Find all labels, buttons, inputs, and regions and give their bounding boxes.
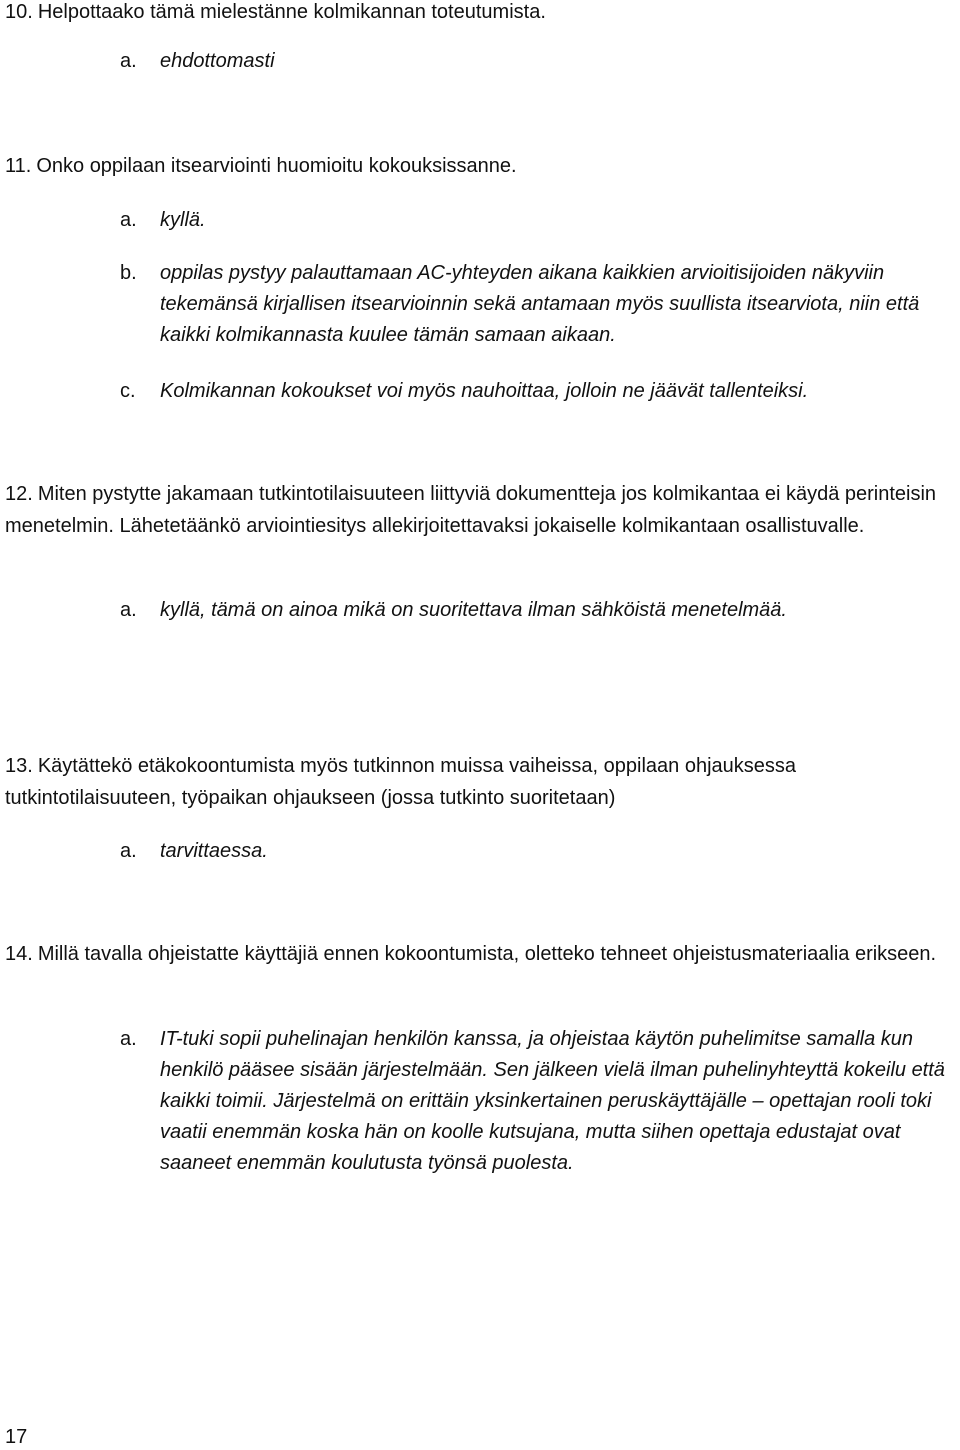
answer-13a	[120, 836, 960, 867]
question-number: 13.	[5, 755, 33, 777]
answer-text: tarvittaessa.	[160, 840, 268, 862]
question-number: 11.	[5, 155, 32, 177]
question-13	[5, 750, 955, 814]
question-number: 10.	[5, 1, 33, 23]
answer-letter: a.	[120, 209, 137, 231]
question-text: Helpottaako tämä mielestänne kolmikannan toteutumista.	[37, 1, 546, 23]
question-text: Miten pystytte jakamaan tutkintotilaisuuteen liittyviä dokumentteja jos kolmikantaa ei käydä perinteisin menetelmin. Lähetetäänkö arviointiesitys allekirjoitettavaksi jokaiselle kolmikantaan osallistuvalle.	[5, 483, 937, 537]
answer-letter: a.	[120, 1028, 137, 1050]
question-number: 14.	[5, 943, 33, 965]
answer-text: oppilas pystyy palauttamaan AC-yhteyden aikana kaikkien arvioitisijoiden näkyviin tekemänsä kirjallisen itsearvioinnin sekä antamaan myös suullista itsearviota, niin että kaikki kolmikannasta kuulee tämän samaan aikaan.	[160, 262, 920, 346]
question-number: 12.	[5, 483, 33, 505]
answer-10a	[120, 46, 960, 77]
answer-text: Kolmikannan kokoukset voi myös nauhoittaa, jolloin ne jäävät tallenteiksi.	[160, 380, 809, 402]
answer-11b	[120, 258, 960, 351]
question-text: Onko oppilaan itsearviointi huomioitu kokouksissanne.	[36, 155, 517, 177]
answer-letter: b.	[120, 262, 137, 284]
answer-text: ehdottomasti	[160, 50, 275, 72]
page-number: 17	[5, 1426, 28, 1448]
answer-letter: a.	[120, 599, 137, 621]
question-14	[5, 938, 955, 970]
answer-text: IT-tuki sopii puhelinajan henkilön kanssa, ja ohjeistaa käytön puhelimitse samalla kun henkilö pääsee sisään järjestelmään. Sen jälkeen vielä ilman puhelinyhteyttä kokeilu että kaikki toimii. Järjestelmä on erittäin yksinkertainen peruskäyttäjälle – opettajan rooli toki vaatii enemmän koska hän on koolle kutsujana, mutta siihen opettaja edustajat ovat saaneet enemmän koulutusta työnsä puolesta.	[160, 1028, 945, 1174]
answer-letter: c.	[120, 380, 136, 402]
question-text: Millä tavalla ohjeistatte käyttäjiä ennen kokoontumista, oletteko tehneet ohjeistusmateriaalia erikseen.	[37, 943, 937, 965]
answer-letter: a.	[120, 840, 137, 862]
question-text: Käytättekö etäkokoontumista myös tutkinnon muissa vaiheissa, oppilaan ohjauksessa tutkintotilaisuuteen, työpaikan ohjaukseen (jossa tutkinto suoritetaan)	[5, 755, 797, 809]
question-10	[5, 0, 546, 28]
question-11	[5, 150, 517, 182]
answer-11c	[120, 376, 960, 407]
answer-letter: a.	[120, 50, 137, 72]
answer-11a	[120, 205, 960, 236]
answer-text: kyllä.	[160, 209, 206, 231]
question-12	[5, 478, 955, 542]
answer-text: kyllä, tämä on ainoa mikä on suoritettava ilman sähköistä menetelmää.	[160, 599, 787, 621]
answer-12a	[120, 595, 960, 626]
answer-14a	[120, 1024, 960, 1179]
